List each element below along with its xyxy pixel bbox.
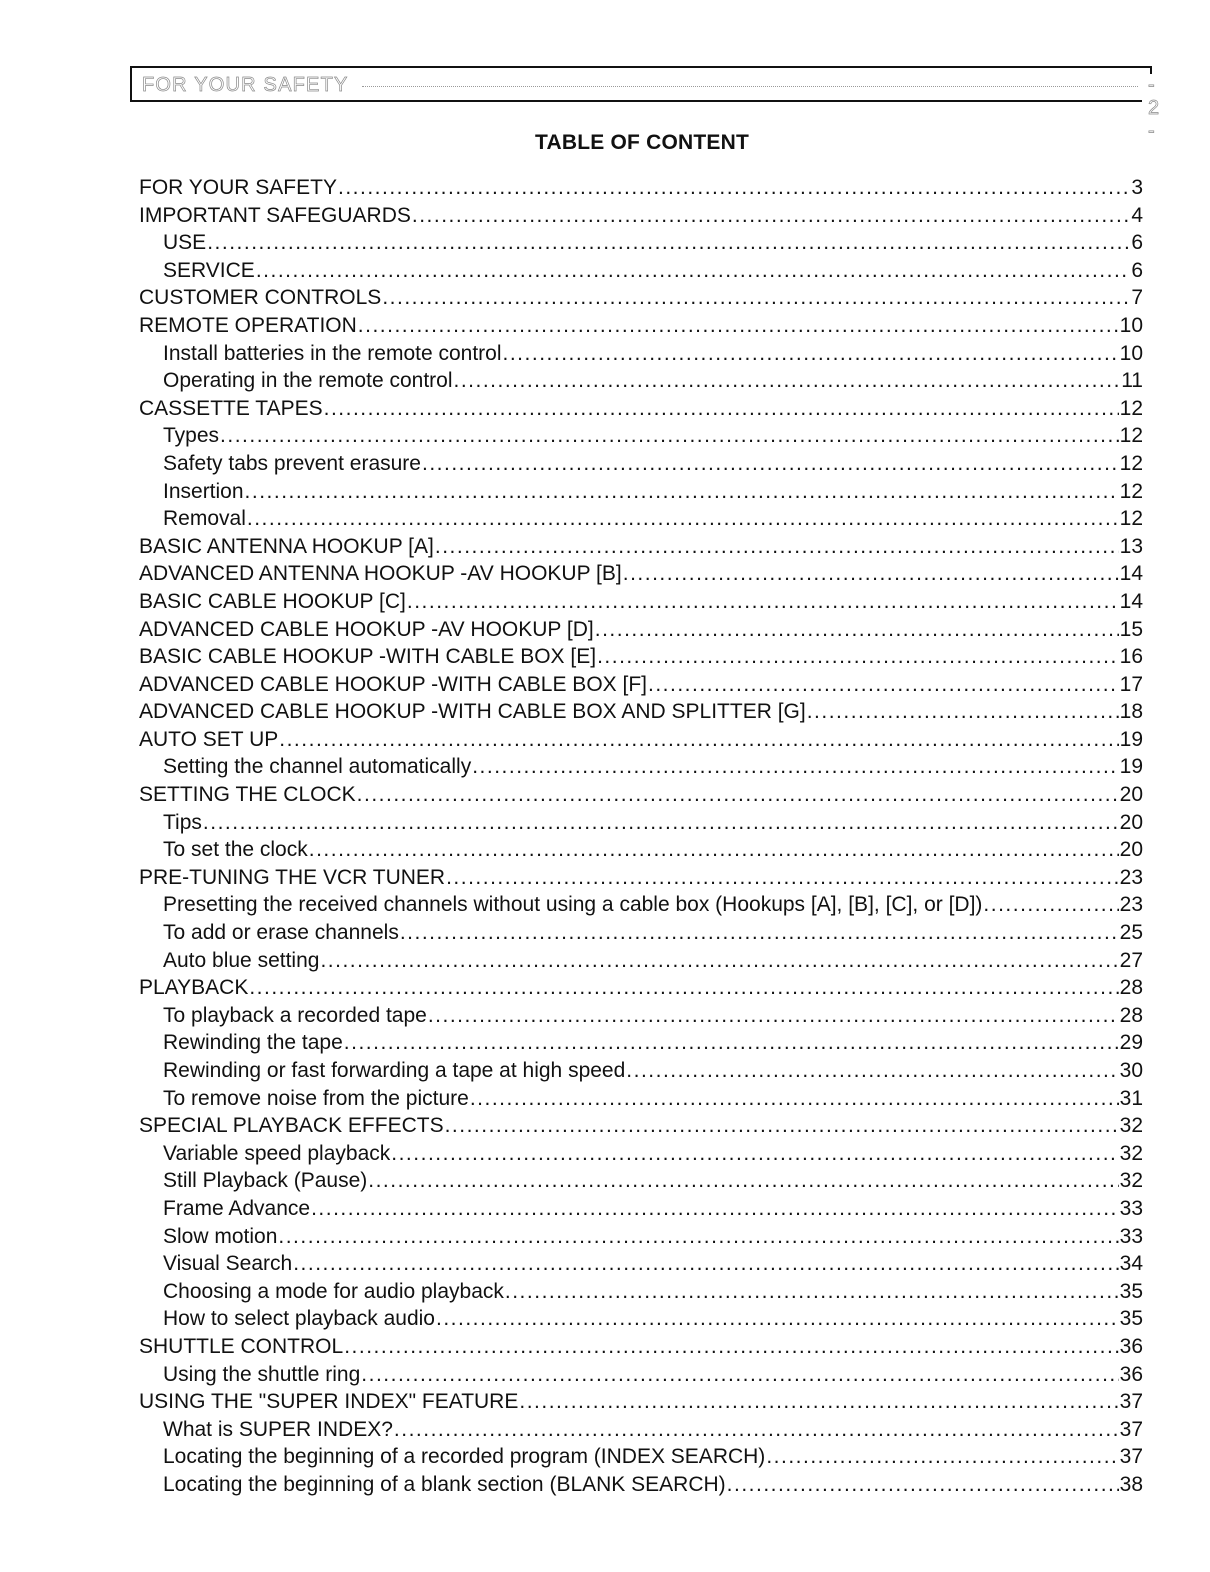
toc-entry[interactable]	[139, 1250, 1143, 1278]
toc-entry-label: Frame Advance	[163, 1196, 311, 1220]
toc-dot-leader	[324, 395, 1119, 423]
toc-entry[interactable]	[139, 1057, 1143, 1085]
toc-entry[interactable]	[139, 671, 1143, 699]
toc-entry-page: 32	[1119, 1141, 1143, 1165]
toc-entry-label: To add or erase channels	[163, 921, 399, 945]
toc-dot-leader	[400, 919, 1119, 947]
toc-dot-leader	[454, 367, 1121, 395]
toc-entry-label: FOR YOUR SAFETY	[139, 176, 337, 199]
toc-entry-label: How to select playback audio	[163, 1307, 435, 1331]
toc-dot-leader	[220, 422, 1119, 450]
toc-dot-leader	[309, 836, 1119, 864]
toc-entry[interactable]	[139, 340, 1143, 368]
toc-entry-label: Choosing a mode for audio playback	[163, 1279, 504, 1303]
toc-entry[interactable]	[139, 1471, 1143, 1499]
toc-entry[interactable]	[139, 450, 1143, 478]
toc-entry-label: Using the shuttle ring	[163, 1362, 361, 1386]
toc-entry-page: 35	[1119, 1307, 1143, 1331]
toc-entry[interactable]	[139, 505, 1143, 533]
toc-entry[interactable]	[139, 312, 1143, 340]
toc-dot-leader	[391, 1140, 1118, 1168]
toc-entry-page: 36	[1119, 1334, 1143, 1358]
toc-entry-page: 28	[1119, 1003, 1143, 1027]
toc-entry[interactable]	[139, 809, 1143, 837]
toc-entry[interactable]	[139, 202, 1143, 230]
header-section-title: FOR YOUR SAFETY	[142, 74, 355, 97]
toc-entry-label: PLAYBACK	[139, 976, 249, 1000]
toc-entry-label: What is SUPER INDEX?	[163, 1417, 393, 1441]
toc-dot-leader	[279, 726, 1118, 754]
toc-entry[interactable]	[139, 367, 1143, 395]
header-page-number: - 2 -	[1142, 74, 1165, 143]
toc-dot-leader	[445, 1112, 1119, 1140]
toc-entry-label: Still Playback (Pause)	[163, 1169, 368, 1193]
toc-entry[interactable]	[139, 1167, 1143, 1195]
toc-entry[interactable]	[139, 1195, 1143, 1223]
toc-entry-page: 36	[1119, 1362, 1143, 1386]
toc-dot-leader	[648, 671, 1119, 699]
toc-entry[interactable]	[139, 395, 1143, 423]
toc-entry[interactable]	[139, 698, 1143, 726]
toc-dot-leader	[249, 974, 1118, 1002]
toc-dot-leader	[766, 1443, 1118, 1471]
toc-entry-page: 12	[1119, 451, 1143, 475]
toc-dot-leader	[407, 588, 1119, 616]
toc-entry-label: Visual Search	[163, 1252, 293, 1276]
toc-dot-leader	[446, 864, 1119, 892]
toc-entry-label: SERVICE	[163, 258, 255, 282]
toc-entry-page: 33	[1119, 1224, 1143, 1248]
toc-entry[interactable]	[139, 588, 1143, 616]
toc-entry-page: 12	[1119, 396, 1143, 420]
toc-entry[interactable]	[139, 947, 1143, 975]
toc-entry-label: Types	[163, 424, 220, 448]
toc-entry-label: ADVANCED CABLE HOOKUP -WITH CABLE BOX AND SPLITTER [G]	[139, 700, 806, 724]
toc-entry-label: REMOTE OPERATION	[139, 313, 357, 337]
toc-entry-page: 33	[1119, 1196, 1143, 1220]
toc-entry-page: 20	[1119, 783, 1143, 807]
toc-dot-leader	[626, 1057, 1118, 1085]
toc-entry-label: USING THE "SUPER INDEX" FEATURE	[139, 1390, 519, 1414]
toc-entry-label: USE	[163, 231, 207, 255]
toc-dot-leader	[344, 1333, 1118, 1361]
toc-dot-leader	[278, 1223, 1118, 1251]
toc-entry-label: Variable speed playback	[163, 1141, 391, 1165]
toc-dot-leader	[320, 947, 1118, 975]
toc-entry-page: 34	[1119, 1252, 1143, 1276]
toc-entry-page: 12	[1119, 479, 1143, 503]
toc-dot-leader	[382, 284, 1130, 312]
toc-dot-leader	[623, 560, 1119, 588]
toc-dot-leader	[436, 1305, 1119, 1333]
toc-entry[interactable]	[139, 1361, 1143, 1389]
toc-entry[interactable]	[139, 174, 1143, 202]
toc-entry-label: BASIC ANTENNA HOOKUP [A]	[139, 534, 434, 558]
toc-entry-label: Install batteries in the remote control	[163, 341, 502, 365]
toc-dot-leader	[505, 1278, 1119, 1306]
toc-entry-label: To set the clock	[163, 838, 308, 862]
toc-entry-label: Auto blue setting	[163, 948, 320, 972]
toc-entry-label: ADVANCED CABLE HOOKUP -AV HOOKUP [D]	[139, 617, 594, 641]
toc-entry-label: IMPORTANT SAFEGUARDS	[139, 203, 411, 227]
toc-entry[interactable]	[139, 1112, 1143, 1140]
toc-entry-label: BASIC CABLE HOOKUP [C]	[139, 589, 406, 613]
toc-entry-page: 14	[1119, 562, 1143, 586]
toc-entry-page: 23	[1119, 893, 1143, 917]
toc-entry-label: Locating the beginning of a recorded program (INDEX SEARCH)	[163, 1445, 766, 1469]
toc-dot-leader	[807, 698, 1119, 726]
toc-entry[interactable]	[139, 753, 1143, 781]
toc-entry-page: 19	[1119, 755, 1143, 779]
toc-entry-label: AUTO SET UP	[139, 727, 279, 751]
toc-entry-page: 7	[1131, 286, 1143, 310]
toc-entry-page: 35	[1119, 1279, 1143, 1303]
toc-dot-leader	[983, 891, 1118, 919]
toc-entry-page: 13	[1119, 534, 1143, 558]
toc-entry-label: Tips	[163, 810, 202, 834]
toc-entry-page: 6	[1131, 231, 1143, 255]
toc-dot-leader	[435, 533, 1119, 561]
toc-entry-label: SPECIAL PLAYBACK EFFECTS	[139, 1114, 444, 1138]
toc-entry-page: 12	[1119, 424, 1143, 448]
toc-entry-page: 31	[1119, 1086, 1143, 1110]
toc-dot-leader	[358, 312, 1119, 340]
toc-dot-leader	[357, 781, 1119, 809]
toc-entry[interactable]	[139, 1388, 1143, 1416]
toc-entry[interactable]	[139, 284, 1143, 312]
toc-entry-label: To remove noise from the picture	[163, 1086, 469, 1110]
toc-entry-label: Safety tabs prevent erasure	[163, 451, 421, 475]
toc-entry[interactable]	[139, 1029, 1143, 1057]
toc-entry-page: 17	[1119, 672, 1143, 696]
toc-entry-page: 19	[1119, 727, 1143, 751]
toc-entry-page: 3	[1131, 176, 1143, 199]
toc-entry-page: 14	[1119, 589, 1143, 613]
toc-entry[interactable]	[139, 864, 1143, 892]
toc-entry-label: Rewinding the tape	[163, 1031, 343, 1055]
toc-dot-leader	[338, 174, 1130, 202]
toc-entry-page: 20	[1119, 810, 1143, 834]
toc-entry-page: 25	[1119, 921, 1143, 945]
toc-entry-page: 10	[1119, 313, 1143, 337]
toc-entry-page: 37	[1119, 1417, 1143, 1441]
toc-dot-leader	[519, 1388, 1118, 1416]
toc-entry[interactable]	[139, 1443, 1143, 1471]
toc-entry-page: 38	[1119, 1472, 1143, 1496]
toc-entry-page: 37	[1119, 1445, 1143, 1469]
toc-dot-leader	[394, 1416, 1119, 1444]
toc-entry[interactable]	[139, 1140, 1143, 1168]
toc-entry-page: 12	[1119, 507, 1143, 531]
toc-entry-page: 11	[1121, 369, 1143, 393]
toc-entry-label: Slow motion	[163, 1224, 278, 1248]
toc-dot-leader	[503, 340, 1119, 368]
toc-entry-page: 32	[1119, 1169, 1143, 1193]
toc-entry[interactable]	[139, 1305, 1143, 1333]
header-dotted-rule	[362, 86, 1138, 87]
toc-entry[interactable]	[139, 1223, 1143, 1251]
toc-title: TABLE OF CONTENT	[535, 131, 749, 154]
toc-entry-label: CUSTOMER CONTROLS	[139, 286, 382, 310]
toc-dot-leader	[245, 478, 1119, 506]
toc-entry-page: 37	[1119, 1390, 1143, 1414]
toc-dot-leader	[472, 753, 1118, 781]
toc-entry-label: Removal	[163, 507, 246, 531]
toc-dot-leader	[247, 505, 1119, 533]
toc-entry-label: Rewinding or fast forwarding a tape at high speed	[163, 1059, 626, 1082]
toc-entry-page: 28	[1119, 976, 1143, 1000]
toc-entry[interactable]	[139, 781, 1143, 809]
toc-entry[interactable]	[139, 1416, 1143, 1444]
toc-entry-label: PRE-TUNING THE VCR TUNER	[139, 865, 446, 889]
toc-dot-leader	[595, 616, 1119, 644]
toc-dot-leader	[256, 257, 1130, 285]
toc-dot-leader	[470, 1085, 1119, 1113]
toc-entry[interactable]	[139, 643, 1143, 671]
toc-dot-leader	[412, 202, 1130, 230]
toc-entry[interactable]	[139, 1002, 1143, 1030]
toc-entry-label: CASSETTE TAPES	[139, 396, 323, 420]
toc-entry-page: 20	[1119, 838, 1143, 862]
toc-entry-page: 18	[1119, 700, 1143, 724]
toc-entry-page: 27	[1119, 948, 1143, 972]
table-of-contents	[139, 174, 1143, 1499]
toc-entry-page: 32	[1119, 1114, 1143, 1138]
toc-entry-label: Operating in the remote control	[163, 369, 453, 393]
toc-entry[interactable]	[139, 257, 1143, 285]
toc-entry[interactable]	[139, 836, 1143, 864]
toc-entry[interactable]	[139, 1085, 1143, 1113]
toc-entry-label: ADVANCED CABLE HOOKUP -WITH CABLE BOX [F]	[139, 672, 647, 696]
toc-entry-page: 30	[1119, 1059, 1143, 1082]
toc-entry-page: 10	[1119, 341, 1143, 365]
toc-entry-label: Presetting the received channels without using a cable box (Hookups [A], [B], [C], or [D])	[163, 893, 983, 917]
toc-entry[interactable]	[139, 726, 1143, 754]
toc-entry[interactable]	[139, 229, 1143, 257]
toc-entry[interactable]	[139, 616, 1143, 644]
toc-entry-label: ADVANCED ANTENNA HOOKUP -AV HOOKUP [B]	[139, 562, 622, 586]
toc-entry-label: BASIC CABLE HOOKUP -WITH CABLE BOX [E]	[139, 645, 597, 669]
toc-entry-label: SHUTTLE CONTROL	[139, 1334, 344, 1358]
page-header	[130, 66, 1160, 142]
toc-dot-leader	[293, 1250, 1118, 1278]
toc-entry-label: SETTING THE CLOCK	[139, 783, 356, 807]
toc-entry-label: Locating the beginning of a blank section (BLANK SEARCH)	[163, 1472, 726, 1496]
toc-entry-page: 6	[1131, 258, 1143, 282]
toc-dot-leader	[422, 450, 1119, 478]
toc-entry[interactable]	[139, 974, 1143, 1002]
toc-entry[interactable]	[139, 1333, 1143, 1361]
toc-entry-label: Setting the channel automatically	[163, 755, 472, 779]
toc-dot-leader	[597, 643, 1119, 671]
toc-entry-page: 23	[1119, 865, 1143, 889]
toc-entry-page: 4	[1131, 203, 1143, 227]
toc-dot-leader	[207, 229, 1130, 257]
toc-entry-page: 29	[1119, 1031, 1143, 1055]
toc-entry[interactable]	[139, 891, 1143, 919]
toc-entry-page: 16	[1119, 645, 1143, 669]
toc-dot-leader	[361, 1361, 1118, 1389]
toc-entry[interactable]	[139, 919, 1143, 947]
toc-dot-leader	[203, 809, 1119, 837]
toc-entry[interactable]	[139, 533, 1143, 561]
toc-dot-leader	[344, 1029, 1119, 1057]
toc-entry[interactable]	[139, 422, 1143, 450]
toc-dot-leader	[727, 1471, 1119, 1499]
toc-entry[interactable]	[139, 478, 1143, 506]
toc-entry[interactable]	[139, 560, 1143, 588]
toc-dot-leader	[311, 1195, 1119, 1223]
toc-dot-leader	[368, 1167, 1118, 1195]
toc-dot-leader	[428, 1002, 1119, 1030]
toc-entry-label: Insertion	[163, 479, 244, 503]
toc-entry-label: To playback a recorded tape	[163, 1003, 427, 1027]
toc-entry-page: 15	[1119, 617, 1143, 641]
toc-entry[interactable]	[139, 1278, 1143, 1306]
